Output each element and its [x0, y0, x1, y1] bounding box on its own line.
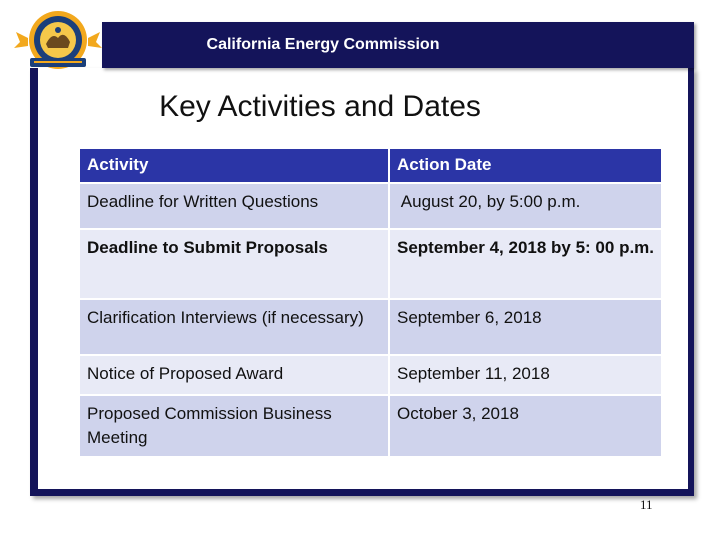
table-header-row [79, 148, 662, 183]
column-header-activity: Activity [79, 148, 389, 183]
page-number: 11 [640, 497, 653, 512]
column-header-action-date: Action Date [389, 148, 662, 183]
activity-cell: Clarification Interviews (if necessary) [79, 299, 389, 355]
activity-cell: Notice of Proposed Award [79, 355, 389, 395]
activity-cell: Deadline to Submit Proposals [79, 229, 389, 299]
table-row [79, 355, 662, 395]
date-cell: September 6, 2018 [389, 299, 662, 355]
activity-cell: Deadline for Written Questions [79, 183, 389, 229]
activities-table [78, 147, 663, 458]
table-row [79, 395, 662, 457]
date-cell: September 11, 2018 [389, 355, 662, 395]
state-seal-logo-icon [6, 8, 102, 72]
header-title: California Energy Commission [206, 36, 440, 53]
activity-cell: Proposed Commission Business Meeting [79, 395, 389, 457]
date-cell: August 20, by 5:00 p.m. [389, 183, 662, 229]
date-cell: October 3, 2018 [389, 395, 662, 457]
table-row [79, 299, 662, 355]
date-cell: September 4, 2018 by 5: 00 p.m. [389, 229, 662, 299]
slide-title: Key Activities and Dates [159, 90, 481, 123]
table-row [79, 183, 662, 229]
header-bar [102, 22, 694, 68]
table-row [79, 229, 662, 299]
